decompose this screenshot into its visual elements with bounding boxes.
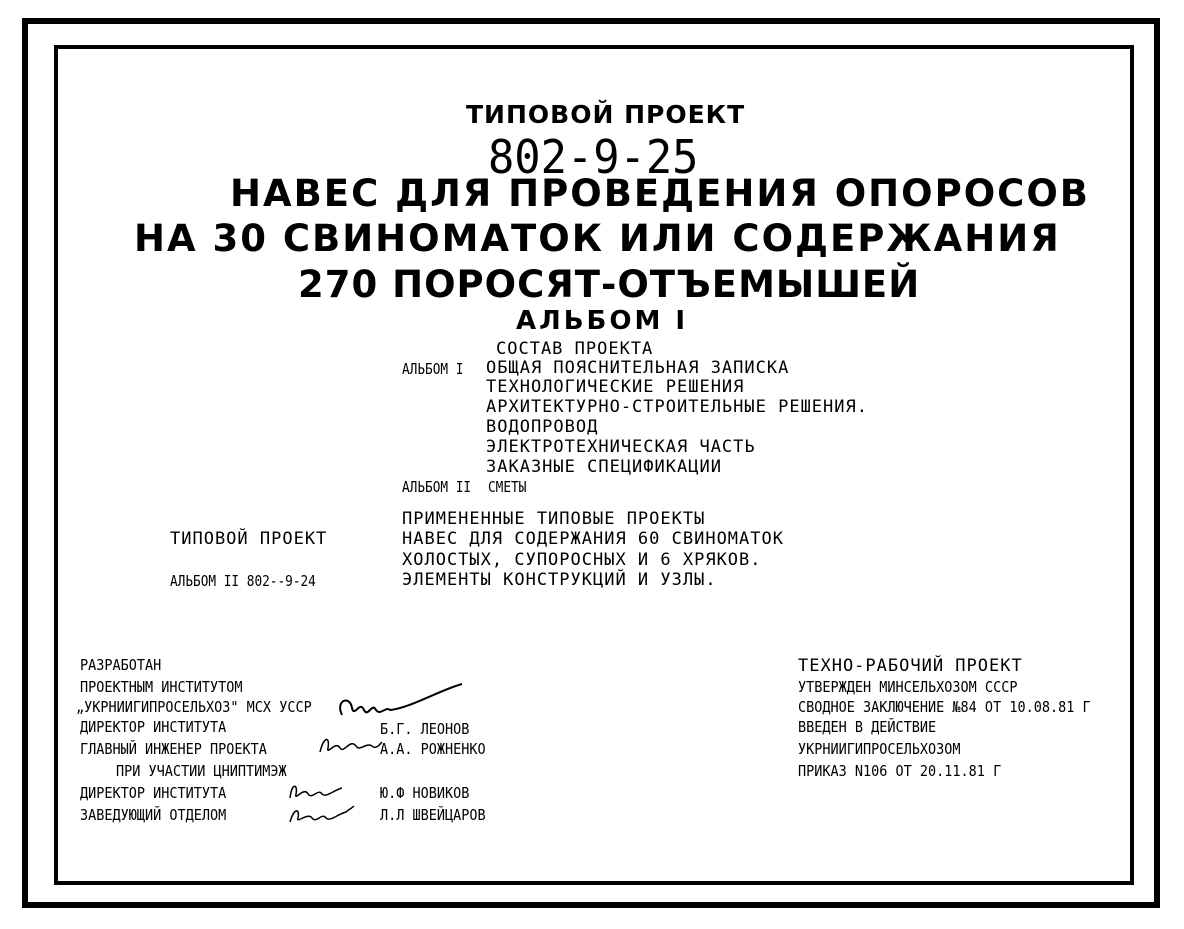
album-label: АЛЬБОМ I bbox=[516, 306, 689, 336]
developer-line: „УКРНИИГИПРОСЕЛЬХОЗ" МСХ УССР bbox=[76, 698, 312, 716]
approval-line: ПРИКАЗ N106 ОТ 20.11.81 Г bbox=[798, 762, 1002, 780]
composition-item: ВОДОПРОВОД bbox=[486, 417, 599, 437]
developer-name: А.А. РОЖНЕНКО bbox=[380, 740, 486, 758]
project-number: 802-9-25 bbox=[488, 130, 699, 184]
title-line-3: 270 ПОРОСЯТ-ОТЪЕМЫШЕЙ bbox=[298, 263, 921, 306]
developer-line: ДИРЕКТОР ИНСТИТУТА bbox=[80, 718, 227, 736]
composition-item: ТЕХНОЛОГИЧЕСКИЕ РЕШЕНИЯ bbox=[486, 377, 745, 397]
typovoy-proekt-heading: ТИПОВОЙ ПРОЕКТ bbox=[466, 100, 746, 129]
album1-label: АЛЬБОМ I bbox=[402, 360, 464, 378]
developer-name: Л.Л ШВЕЙЦАРОВ bbox=[380, 806, 486, 824]
signature-image bbox=[286, 800, 356, 828]
approval-line: ВВЕДЕН В ДЕЙСТВИЕ bbox=[798, 718, 937, 736]
developer-name: Б.Г. ЛЕОНОВ bbox=[380, 720, 470, 738]
signature-image bbox=[330, 680, 470, 730]
developer-line: ПРОЕКТНЫМ ИНСТИТУТОМ bbox=[80, 678, 243, 696]
album2-label: АЛЬБОМ II bbox=[402, 478, 472, 496]
developer-line: ЗАВЕДУЮЩИЙ ОТДЕЛОМ bbox=[80, 806, 227, 824]
composition-heading: СОСТАВ ПРОЕКТА bbox=[496, 339, 654, 359]
signature-image bbox=[316, 730, 386, 760]
composition-item: ЗАКАЗНЫЕ СПЕЦИФИКАЦИИ bbox=[486, 457, 722, 477]
composition-item: ОБЩАЯ ПОЯСНИТЕЛЬНАЯ ЗАПИСКА bbox=[486, 358, 790, 378]
album2-item: СМЕТЫ bbox=[488, 478, 527, 496]
title-line-1: НАВЕС ДЛЯ ПРОВЕДЕНИЯ ОПОРОСОВ bbox=[230, 172, 1090, 215]
approval-line: УТВЕРЖДЕН МИНСЕЛЬХОЗОМ СССР bbox=[798, 678, 1018, 696]
applied-typovoy-label: ТИПОВОЙ ПРОЕКТ bbox=[170, 529, 328, 549]
developer-line: ГЛАВНЫЙ ИНЖЕНЕР ПРОЕКТА bbox=[80, 740, 267, 758]
approval-line: СВОДНОЕ ЗАКЛЮЧЕНИЕ №84 ОТ 10.08.81 Г bbox=[798, 698, 1091, 716]
approval-line: УКРНИИГИПРОСЕЛЬХОЗОМ bbox=[798, 740, 961, 758]
developer-line: РАЗРАБОТАН bbox=[80, 656, 162, 674]
composition-item: ЭЛЕКТРОТЕХНИЧЕСКАЯ ЧАСТЬ bbox=[486, 437, 756, 457]
applied-album-label: АЛЬБОМ II 802--9-24 bbox=[170, 572, 316, 590]
developer-line: ПРИ УЧАСТИИ ЦНИПТИМЭЖ bbox=[116, 762, 287, 780]
developer-line: ДИРЕКТОР ИНСТИТУТА bbox=[80, 784, 227, 802]
composition-item: АРХИТЕКТУРНО-СТРОИТЕЛЬНЫЕ РЕШЕНИЯ. bbox=[486, 397, 868, 417]
applied-line: ЭЛЕМЕНТЫ КОНСТРУКЦИЙ И УЗЛЫ. bbox=[402, 570, 717, 590]
title-line-2: НА 30 СВИНОМАТОК ИЛИ СОДЕРЖАНИЯ bbox=[134, 217, 1061, 260]
applied-heading: ПРИМЕНЕННЫЕ ТИПОВЫЕ ПРОЕКТЫ bbox=[402, 509, 706, 529]
applied-line: НАВЕС ДЛЯ СОДЕРЖАНИЯ 60 СВИНОМАТОК bbox=[402, 529, 784, 549]
approval-line: ТЕХНО-РАБОЧИЙ ПРОЕКТ bbox=[798, 656, 1023, 676]
developer-name: Ю.Ф НОВИКОВ bbox=[380, 784, 470, 802]
applied-line: ХОЛОСТЫХ, СУПОРОСНЫХ И 6 ХРЯКОВ. bbox=[402, 550, 762, 570]
